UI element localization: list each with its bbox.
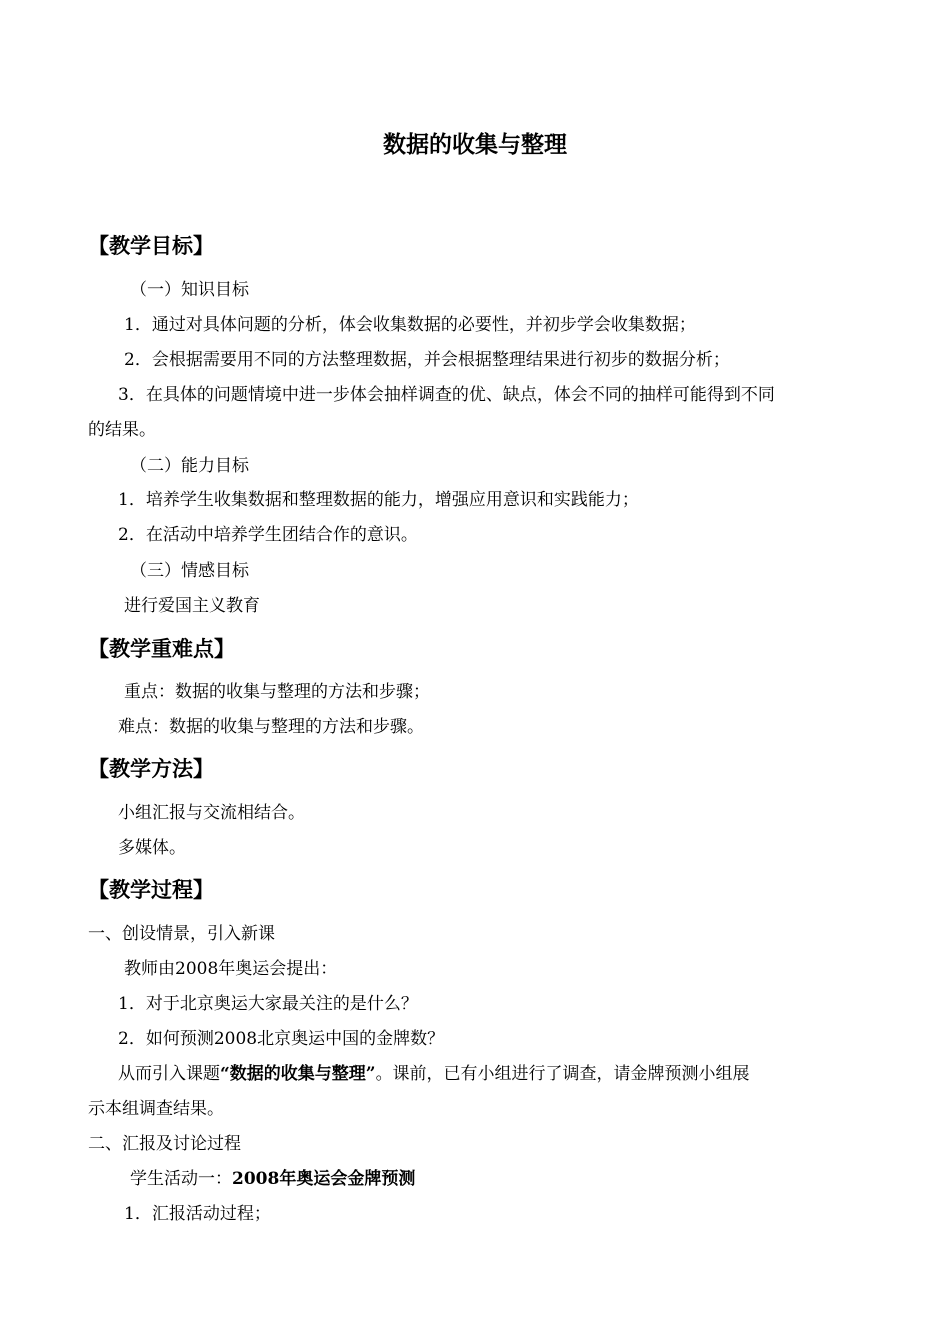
activity-title: 2008年奥运会金牌预测 <box>232 1169 416 1189</box>
knowledge-goal-2: 2．会根据需要用不同的方法整理数据，并会根据整理结果进行初步的数据分析； <box>124 350 730 370</box>
key-point: 重点：数据的收集与整理的方法和步骤； <box>124 682 430 702</box>
method-2: 多媒体。 <box>118 838 186 858</box>
process-part-1-title: 一、创设情景，引入新课 <box>88 924 275 944</box>
process-question-1: 1．对于北京奥运大家最关注的是什么？ <box>118 994 418 1014</box>
activity-step-1: 1．汇报活动过程； <box>124 1204 271 1224</box>
lead-in-suffix: 。课前，已有小组进行了调查，请金牌预测小组展 <box>375 1064 750 1084</box>
process-lead-in <box>118 1059 750 1084</box>
lead-in-topic: “数据的收集与整理” <box>220 1064 376 1084</box>
knowledge-goal-3: 3．在具体的问题情境中进一步体会抽样调查的优、缺点，体会不同的抽样可能得到不同 <box>118 385 775 405</box>
activity-prefix: 学生活动一： <box>130 1169 232 1189</box>
knowledge-goal-3-cont: 的结果。 <box>88 420 156 440</box>
student-activity-1 <box>130 1164 415 1189</box>
process-part-2-title: 二、汇报及讨论过程 <box>88 1134 241 1154</box>
ability-goal-2: 2．在活动中培养学生团结合作的意识。 <box>118 525 418 545</box>
lead-in-prefix: 从而引入课题 <box>118 1064 220 1084</box>
method-1: 小组汇报与交流相结合。 <box>118 803 305 823</box>
emotion-goal-1: 进行爱国主义教育 <box>124 596 260 616</box>
ability-goals-label: （二）能力目标 <box>130 456 249 476</box>
document-title: 数据的收集与整理 <box>383 132 567 158</box>
ability-goal-1: 1．培养学生收集数据和整理数据的能力，增强应用意识和实践能力； <box>118 490 639 510</box>
emotion-goals-label: （三）情感目标 <box>130 561 249 581</box>
process-intro: 教师由2008年奥运会提出： <box>124 959 338 979</box>
heading-key-points: 【教学重难点】 <box>88 637 235 661</box>
difficult-point: 难点：数据的收集与整理的方法和步骤。 <box>118 717 424 737</box>
process-lead-in-cont: 示本组调查结果。 <box>88 1099 224 1119</box>
heading-teaching-method: 【教学方法】 <box>88 757 214 781</box>
knowledge-goals-label: （一）知识目标 <box>130 280 249 300</box>
heading-teaching-process: 【教学过程】 <box>88 878 214 902</box>
process-question-2: 2．如何预测2008北京奥运中国的金牌数？ <box>118 1029 445 1049</box>
knowledge-goal-1: 1．通过对具体问题的分析，体会收集数据的必要性，并初步学会收集数据； <box>124 315 696 335</box>
heading-teaching-goals: 【教学目标】 <box>88 234 214 258</box>
